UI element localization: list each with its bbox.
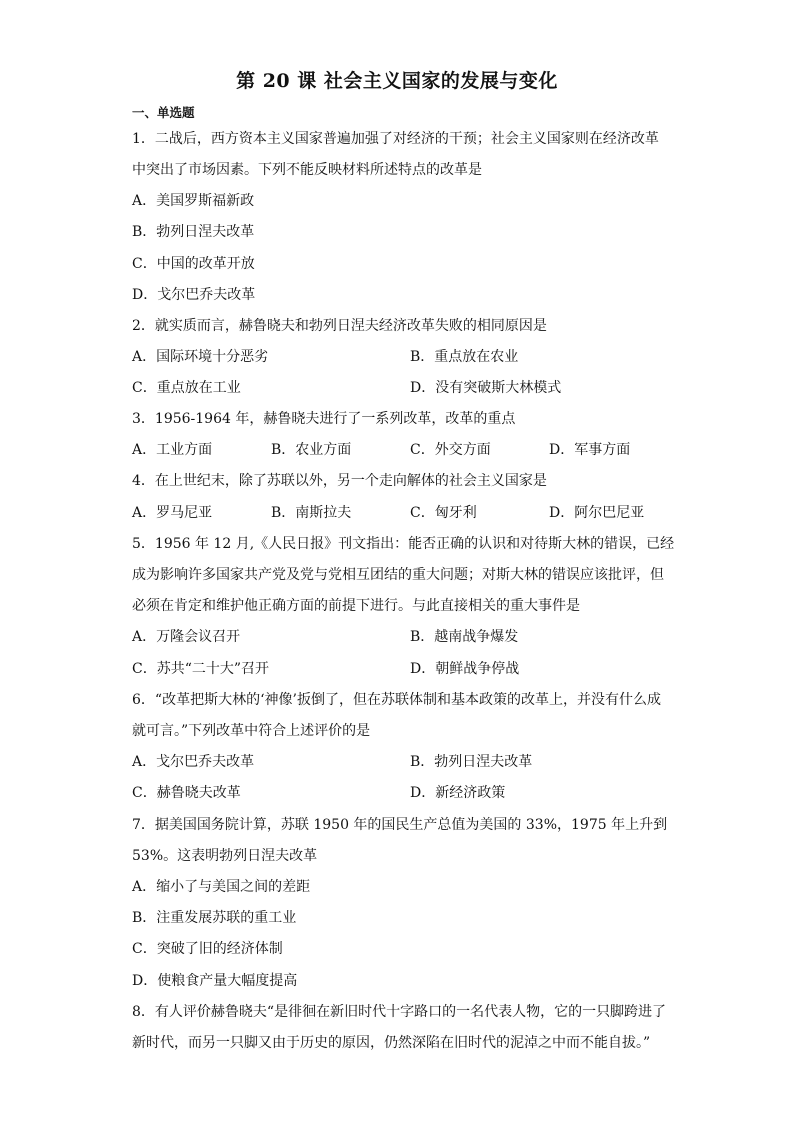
question-3-option-b: B．农业方面 [271,442,352,458]
question-8-line-2: 新时代，而另一只脚又由于历史的原因，仍然深陷在旧时代的泥淖之中而不能自拔。” [132,1035,651,1051]
question-1-line-2: 中突出了市场因素。下列不能反映材料所述特点的改革是 [132,162,482,178]
question-4-option-a: A．罗马尼亚 [132,505,213,521]
question-1-option-b: B．勃列日涅夫改革 [132,224,255,240]
question-2-option-c: C．重点放在工业 [132,380,241,396]
question-6-option-d: D．新经济政策 [410,785,506,801]
question-5-option-d: D．朝鲜战争停战 [410,661,520,677]
question-3-option-d: D．军事方面 [549,442,631,458]
question-7-option-d: D．使粮食产量大幅度提高 [132,973,298,989]
question-7-option-b: B．注重发展苏联的重工业 [132,910,297,926]
question-6-option-b: B．勃列日涅夫改革 [410,754,533,770]
question-2-option-b: B．重点放在农业 [410,349,519,365]
question-7-line-1: 7．据美国国务院计算，苏联 1950 年的国民生产总值为美国的 33%，1975 年上升到 [132,817,668,833]
question-5-line-2: 成为影响许多国家共产党及党与党相互团结的重大问题；对斯大林的错误应该批评，但 [132,567,664,583]
question-3-option-c: C．外交方面 [410,442,491,458]
question-5-line-3: 必须在肯定和维护他正确方面的前提下进行。与此直接相关的重大事件是 [132,598,580,614]
question-1-option-c: C．中国的改革开放 [132,256,255,272]
question-4-option-b: B．南斯拉夫 [271,505,352,521]
question-7-option-c: C．突破了旧的经济体制 [132,941,283,957]
question-6-line-2: 就可言。”下列改革中符合上述评价的是 [132,723,371,739]
question-1-line-1: 1．二战后，西方资本主义国家普遍加强了对经济的干预；社会主义国家则在经济改革 [132,131,659,147]
question-6-option-c: C．赫鲁晓夫改革 [132,785,241,801]
question-5-option-b: B．越南战争爆发 [410,629,519,645]
question-6-line-1: 6．“改革把斯大林的‘神像’扳倒了，但在苏联体制和基本政策的改革上，并没有什么成 [132,692,661,708]
question-2-option-d: D．没有突破斯大林模式 [410,380,562,396]
question-4-line-1: 4．在上世纪末，除了苏联以外，另一个走向解体的社会主义国家是 [132,473,547,489]
question-1-option-a: A．美国罗斯福新政 [132,193,255,209]
question-2-option-a: A．国际环境十分恶劣 [132,349,269,365]
question-3-option-a: A．工业方面 [132,442,213,458]
question-4-option-c: C．匈牙利 [410,505,477,521]
section-heading: 一、单选题 [132,105,195,120]
question-7-option-a: A．缩小了与美国之间的差距 [132,879,311,895]
question-5-option-c: C．苏共“二十大”召开 [132,661,270,677]
question-7-line-2: 53%。这表明勃列日涅夫改革 [132,848,318,864]
question-5-line-1: 5．1956 年 12 月,《人民日报》刊文指出：能否正确的认识和对待斯大林的错误，已经 [132,536,675,552]
page-title: 第 20 课 社会主义国家的发展与变化 [236,70,558,92]
question-8-line-1: 8．有人评价赫鲁晓夫“是徘徊在新旧时代十字路口的一名代表人物，它的一只脚跨进了 [132,1004,667,1020]
question-5-option-a: A．万隆会议召开 [132,629,241,645]
question-1-option-d: D．戈尔巴乔夫改革 [132,287,256,303]
question-3-line-1: 3．1956-1964 年，赫鲁晓夫进行了一系列改革，改革的重点 [132,411,516,427]
question-6-option-a: A．戈尔巴乔夫改革 [132,754,255,770]
question-4-option-d: D．阿尔巴尼亚 [549,505,645,521]
question-2-line-1: 2．就实质而言，赫鲁晓夫和勃列日涅夫经济改革失败的相同原因是 [132,318,547,334]
